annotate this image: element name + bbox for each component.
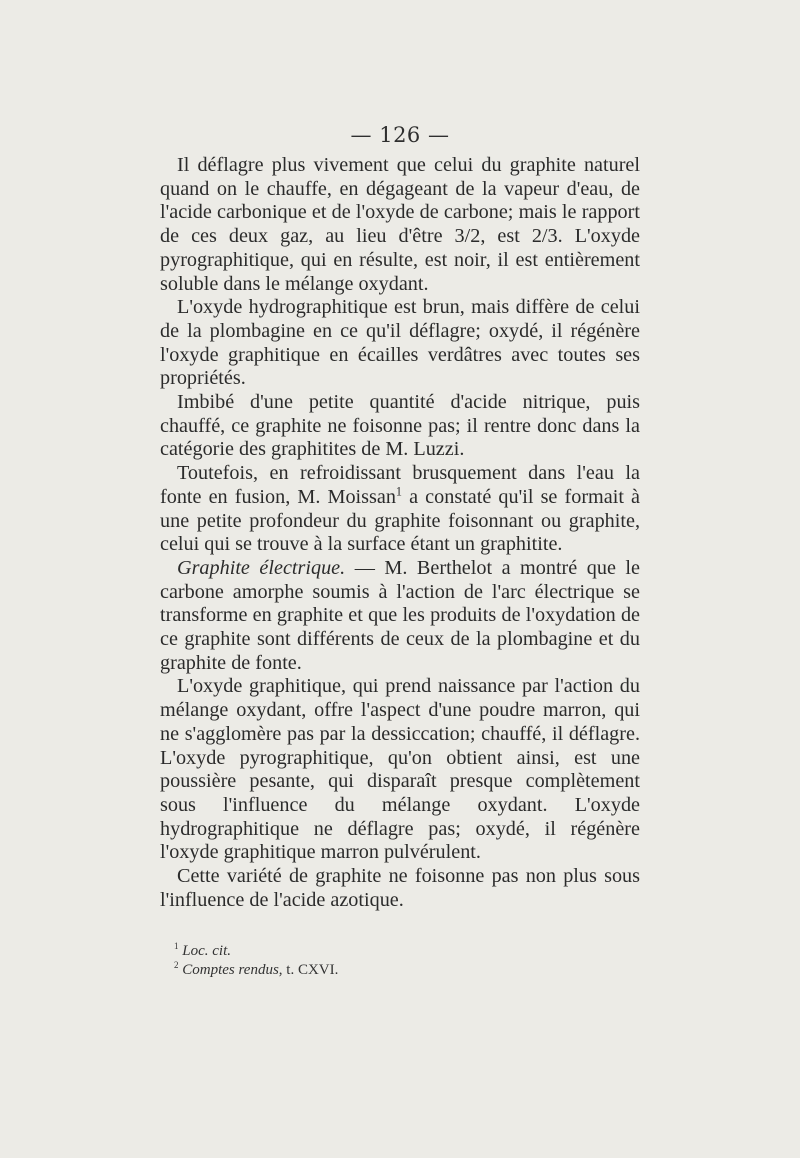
paragraph-6: L'oxyde graphitique, qui prend naissance par l'action du mélange oxydant, offre l'aspect d'une poudre marron, qui ne s'agglomère pas par la dessiccation; chauffé, il déflagre. L'oxyde pyrographitique, qu'on obtient ainsi, est une poussière pesante, qui disparaît presque complètement sous l'influence du mélange oxydant. L'oxyde hydrographitique ne déflagre pas; oxydé, il régénère l'oxyde graphitique marron pulvérulent. [160,675,640,864]
section-heading-graphite-electrique: Graphite électrique. [177,556,346,579]
paragraph-3: Imbibé d'une petite quantité d'acide nitrique, puis chauffé, ce graphite ne foisonne pas; il rentre donc dans la catégorie des graphitites de M. Luzzi. [160,391,640,461]
paragraph-1: Il déflagre plus vivement que celui du graphite naturel quand on le chauffe, en dégageant de la vapeur d'eau, de l'acide carbonique et de l'oxyde de carbone; mais le rapport de ces deux gaz, au lieu d'être 3/2, est 2/3. L'oxyde pyrographitique, qui en résulte, est noir, il est entièrement soluble dans le mélange oxydant. [160,154,640,295]
footnote-1-italic: Loc. cit. [182,943,231,959]
paragraph-5-text: — M. Berthelot a montré que le carbone amorphe soumis à l'action de l'arc électrique se transforme en graphite et que les produits de l'oxydation de ce graphite sont différents de ceux de la plombagine et du graphite de fonte. [160,556,641,674]
body-text [160,154,640,913]
paragraph-2: L'oxyde hydrographitique est brun, mais diffère de celui de la plombagine en ce qu'il déflagre; oxydé, il régénère l'oxyde graphitique en écailles verdâtres avec toutes ses propriétés. [160,296,640,390]
paragraph-4 [160,462,640,557]
footnote-1 [174,942,634,961]
footnotes [174,942,634,980]
paragraph-4-text-b: a constaté qu'il se formait à une petite profondeur du graphite foisonnant ou graphite, celui qui se trouve à la surface étant un graphitite. [160,485,640,556]
footnote-2 [174,961,634,980]
footnote-ref-1: 1 [395,484,402,499]
footnote-2-mark: 2 [174,960,179,970]
paragraph-5 [160,557,640,676]
footnote-2-italic: Comptes rendus [182,962,279,978]
footnote-2-rest: , t. CXVI. [278,962,339,978]
page-number: — 126 — [350,123,450,147]
footnote-1-mark: 1 [174,941,179,951]
paragraph-4-text-a: Toutefois, en refroidissant brusquement dans l'eau la fonte en fusion, M. Moissan [160,462,640,508]
paragraph-7: Cette variété de graphite ne foisonne pas non plus sous l'influence de l'acide azotique. [160,865,640,911]
